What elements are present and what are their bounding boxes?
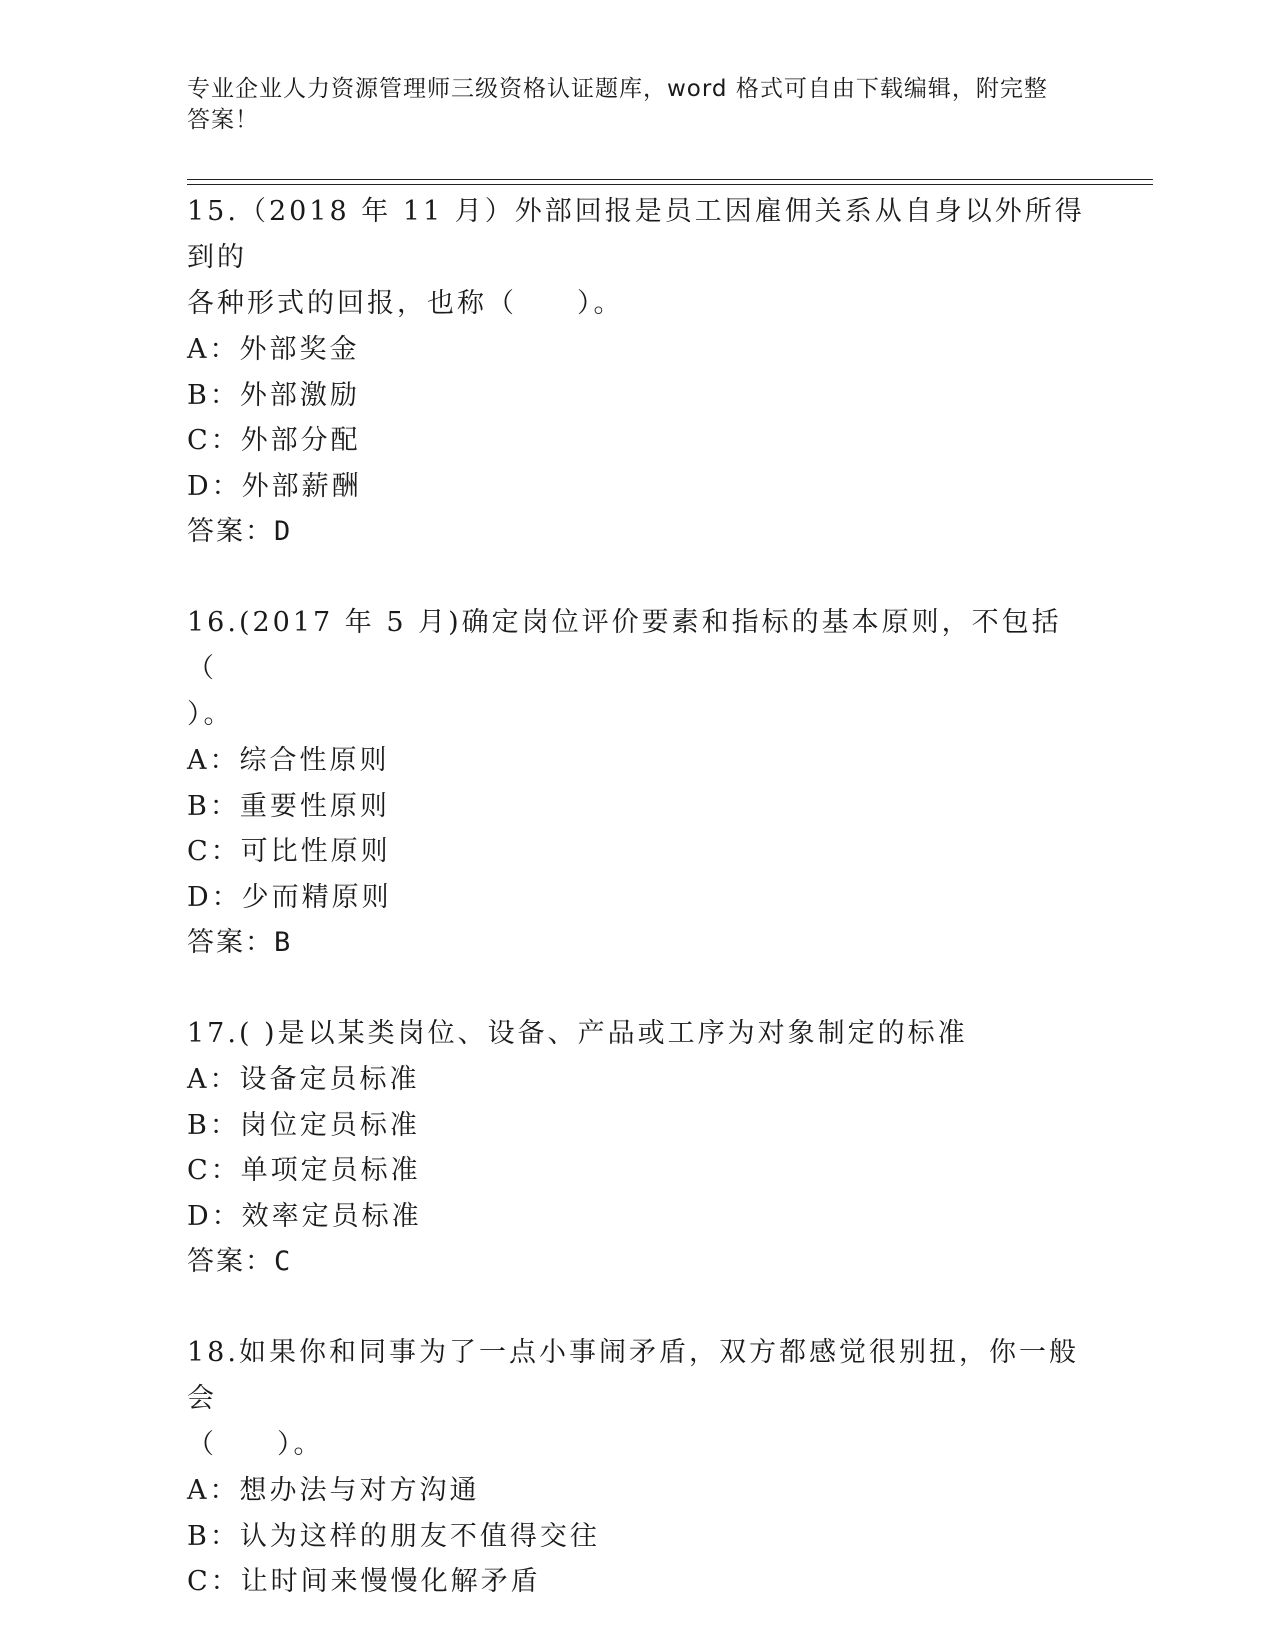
option-b: B：外部激励: [187, 379, 360, 411]
question-17: [187, 1011, 1087, 1284]
answer-value: C: [274, 1246, 291, 1277]
question-text: 16.(2017 年 5 月)确定岗位评价要素和指标的基本原则，不包括（: [187, 607, 1062, 684]
option-a: A：综合性原则: [187, 745, 390, 776]
option-c: C：单项定员标准: [187, 1155, 421, 1186]
answer-line: [187, 1239, 1087, 1284]
header-line-1: 专业企业人力资源管理师三级资格认证题库，word 格式可自由下载编辑，附完整: [187, 76, 1048, 102]
option-c: C：可比性原则: [187, 836, 391, 867]
answer-label: 答案：: [187, 1246, 274, 1277]
question-18: [187, 1330, 1087, 1605]
option-a: A：想办法与对方沟通: [187, 1475, 480, 1506]
option-b: B：重要性原则: [187, 790, 390, 822]
answer-value: D: [274, 516, 291, 547]
question-list: [187, 189, 1087, 1651]
question-16: [187, 600, 1087, 965]
question-text: 各种形式的回报，也称（ ）。: [187, 288, 624, 319]
question-15: [187, 189, 1087, 554]
option-c: C：让时间来慢慢化解矛盾: [187, 1566, 541, 1597]
option-d: D：少而精原则: [187, 881, 392, 913]
question-text: 18.如果你和同事为了一点小事闹矛盾，双方都感觉很别扭，你一般会: [187, 1337, 1079, 1414]
question-text: 17.( )是以某类岗位、设备、产品或工序为对象制定的标准: [187, 1018, 968, 1049]
document-header: [187, 74, 1067, 136]
answer-value: B: [274, 927, 291, 958]
option-c: C：外部分配: [187, 425, 361, 456]
answer-label: 答案：: [187, 927, 274, 958]
option-a: A：外部奖金: [187, 334, 360, 365]
question-text: 15.（2018 年 11 月）外部回报是员工因雇佣关系从自身以外所得到的: [187, 196, 1085, 273]
header-divider-top: [187, 179, 1153, 180]
answer-label: 答案：: [187, 516, 274, 547]
option-b: B：认为这样的朋友不值得交往: [187, 1520, 600, 1552]
question-text: ）。: [187, 699, 234, 730]
option-d: D：效率定员标准: [187, 1200, 422, 1232]
answer-line: [187, 920, 1087, 965]
option-a: A：设备定员标准: [187, 1064, 420, 1095]
answer-line: [187, 509, 1087, 554]
question-text: （ ）。: [187, 1429, 324, 1460]
header-line-2: 答案！: [187, 107, 259, 133]
header-divider-bottom: [187, 184, 1153, 185]
option-d: D：外部薪酬: [187, 470, 362, 502]
option-b: B：岗位定员标准: [187, 1109, 420, 1141]
